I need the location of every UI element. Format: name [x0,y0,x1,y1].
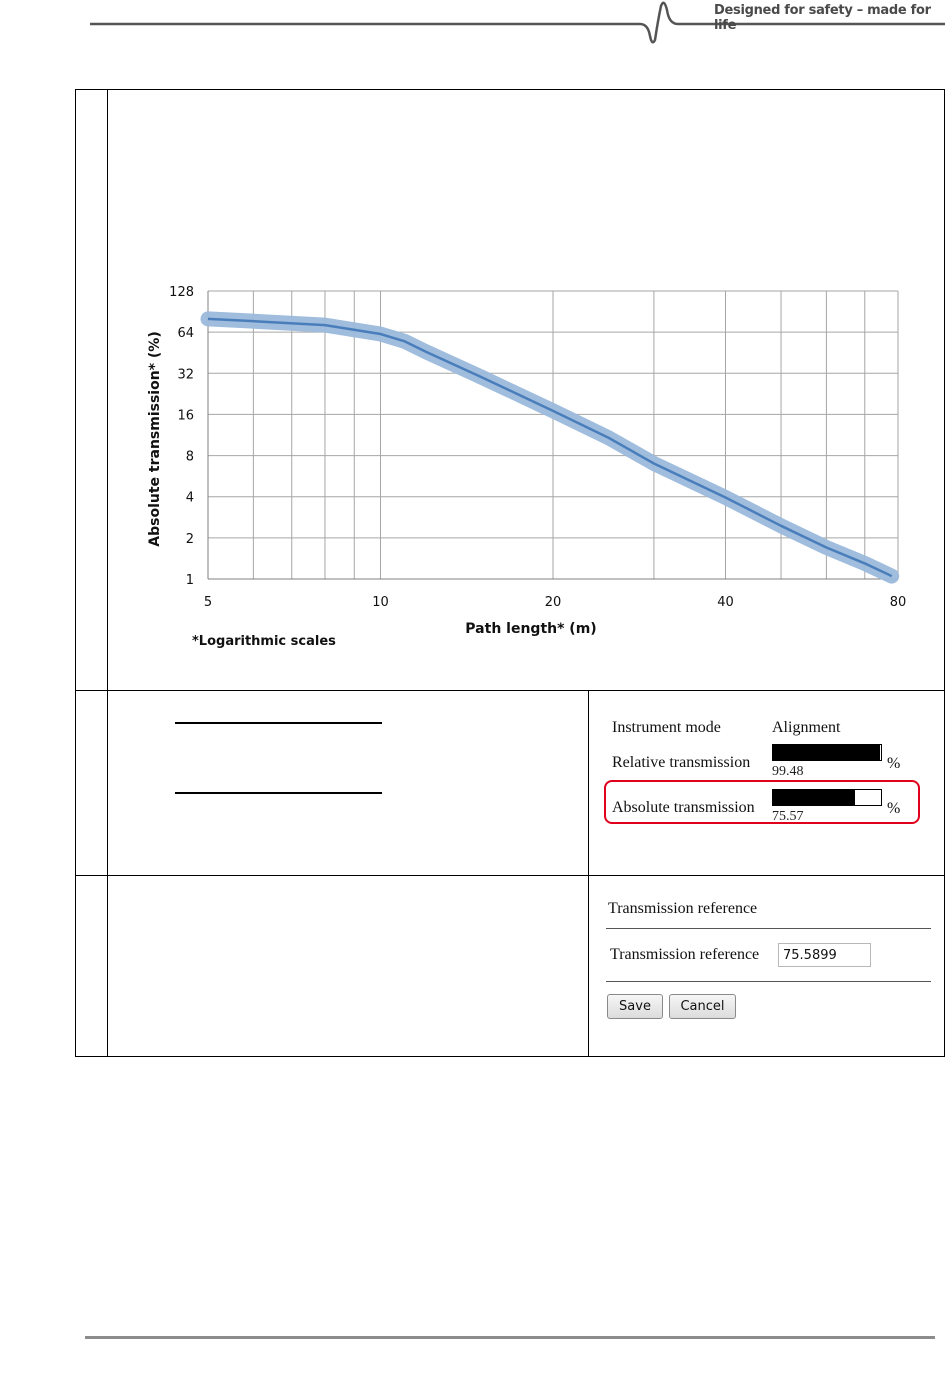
transmission-chart [130,275,920,665]
x-tick-label: 40 [717,595,734,610]
transmission-reference-title: Transmission reference [608,900,758,917]
y-tick-label: 32 [177,367,194,383]
transmission-reference-input[interactable] [778,943,871,967]
y-tick-label: 8 [185,449,194,465]
absolute-transmission-unit: % [887,800,901,817]
table-left-column-divider [107,89,108,1057]
y-tick-label: 128 [169,285,194,300]
absolute-transmission-bar-fill [773,790,855,805]
y-tick-label: 1 [185,573,194,588]
absolute-transmission-label: Absolute transmission [612,799,755,816]
x-axis-title: Path length* (m) [465,621,597,637]
x-tick-label: 5 [203,595,213,610]
table-row-divider [75,875,945,876]
cancel-button[interactable]: Cancel [669,994,736,1019]
transmission-reference-field-label: Transmission reference [610,946,760,963]
relative-transmission-bar-fill [773,745,880,760]
instrument-mode-label: Instrument mode [612,719,721,736]
absolute-transmission-bar [772,789,882,806]
y-tick-label: 16 [177,408,194,424]
y-tick-label: 2 [185,531,194,547]
table-column-divider [588,690,589,1057]
y-axis-title: Absolute transmission* (%) [147,331,163,547]
relative-transmission-bar [772,744,882,761]
relative-transmission-value: 99.48 [772,764,804,779]
log-scale-note: *Logarithmic scales [192,634,336,649]
blank-underline [175,792,382,794]
y-tick-label: 64 [177,326,194,342]
blank-underline [175,722,382,724]
instrument-mode-value: Alignment [772,719,841,736]
absolute-transmission-value: 75.57 [772,809,804,824]
save-button[interactable]: Save [607,994,663,1019]
section-divider [606,981,931,982]
footer-rule [85,1336,935,1339]
x-tick-label: 80 [889,595,907,610]
x-tick-label: 20 [544,595,562,610]
relative-transmission-label: Relative transmission [612,754,751,771]
y-tick-label: 4 [185,490,194,506]
section-divider [606,928,931,929]
x-tick-label: 10 [372,595,389,610]
relative-transmission-unit: % [887,755,901,772]
header-tagline: Designed for safety – made for life [714,3,931,33]
table-row-divider [75,690,945,691]
